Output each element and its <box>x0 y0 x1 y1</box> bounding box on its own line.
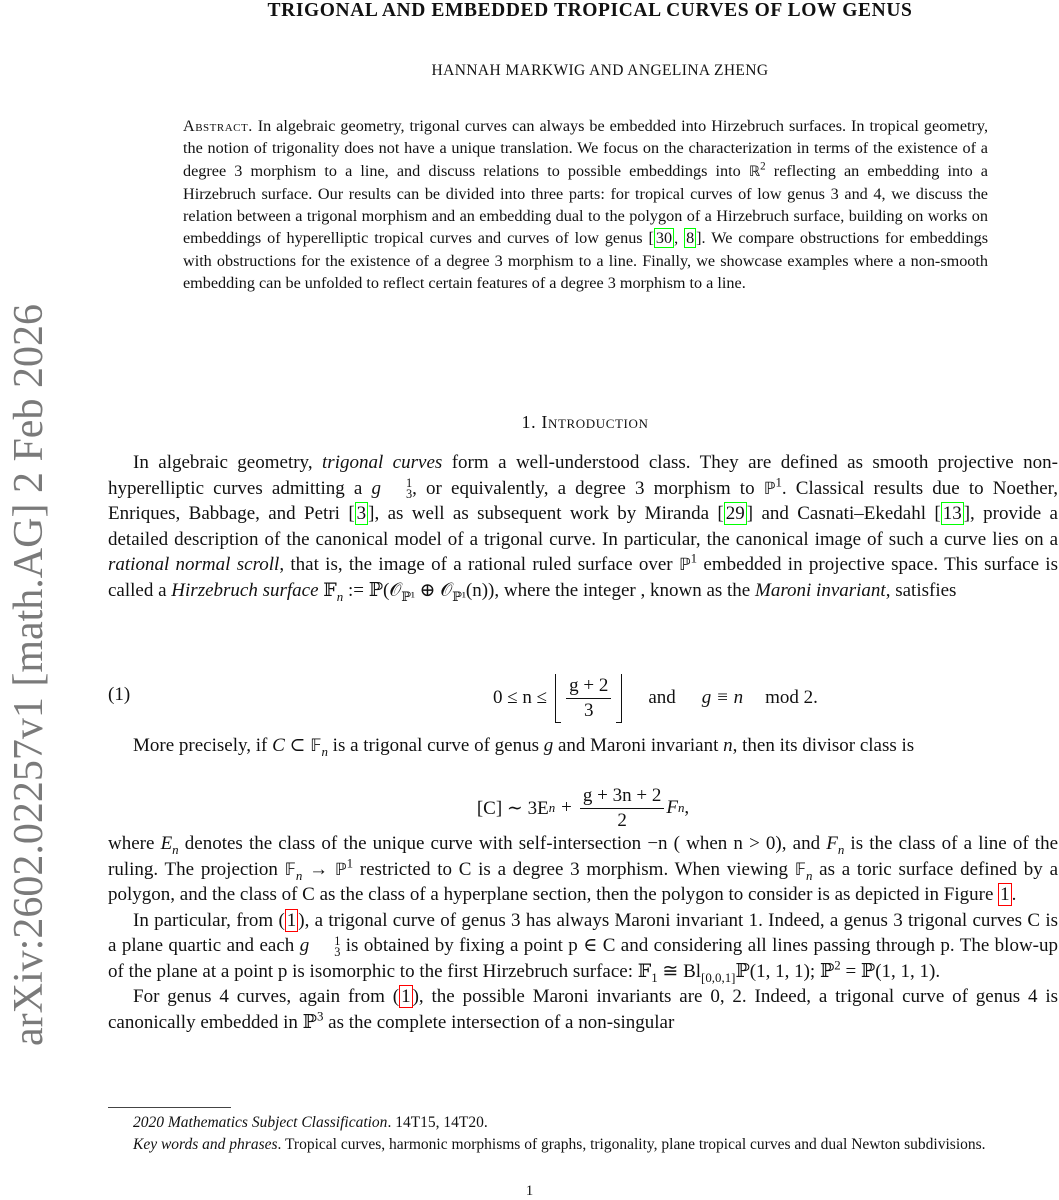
section-number: 1. <box>521 412 537 432</box>
text: ] and Casnati–Ekedahl [ <box>746 503 941 524</box>
math-F: 𝔽 <box>318 579 337 601</box>
section-heading-introduction <box>300 412 870 433</box>
denominator: 2 <box>617 809 627 831</box>
text: is obtained by fixing a point p ∈ C and considering all lines passing through p. The blow-up of the plane at a point p is isomorphic to the first Hirzebruch surface: 𝔽 <box>108 935 1059 982</box>
citation-link-8[interactable]: 8 <box>686 229 695 248</box>
text: as the complete intersection of a non-singular <box>323 1011 675 1033</box>
footnote-msc <box>108 1112 1058 1134</box>
citation-link-3[interactable]: 3 <box>356 503 367 524</box>
abstract-text: ]. We compare obstructions for embeddings with obstructions for the existence of a degree 3 morphism to a line. Finally, we showcase examples where a non-smooth embedding can be unfolded to reflect certain features of a degree 3 morphism to a line. <box>183 229 989 293</box>
math-text: := ℙ(𝒪 <box>343 579 402 601</box>
math-lhs: [C] ∼ 3E <box>476 797 549 819</box>
text: form a well-understood class. They are defined as smooth projective non-hyperelliptic curves admitting a <box>108 452 1058 499</box>
text: For genus 4 curves, again from ( <box>133 986 400 1007</box>
abstract-text: In algebraic geometry, trigonal curves can always be embedded into Hirzebruch surfaces. In tropical geometry, the notion of trigonality does not have a unique translation. We focus on the characterization in terms of the existence of a degree 3 morphism to a line, and discuss relations to possible embeddings into <box>183 117 988 180</box>
intro-paragraph-1: In algebraic geometry, trigonal curves form a well-understood class. They are defined as smooth projective non-hyperelliptic curves admitting a g 1 3 , or equivalently, a degree 3 morphism to ℙ$^1$. Classical results due to Noether, Enriques, Babbage, and Petri [ 3 ], as well as subsequent work by Miranda [ 29 ] and Casnati–Ekedahl [ 13 ], provide a detailed description of the canonical model of a trigonal curve. In particular, the canonical image of such a curve lies on a rational normal scroll, that is, the image of a rational ruled surface over ℙ$^1$ embedded in projective space. This surface is called a Hirzebruch surface 𝔽$_n$ := ℙ(𝒪$_{ℙ^1}$ ⊕ 𝒪$_{ℙ^1}$(n)), where the integer , known as the Maroni invariant, satisfies <box>108 452 1058 604</box>
text: = ℙ(1, 1, 1). <box>840 960 941 982</box>
equation-1 <box>108 670 1058 726</box>
emphasis-rational-normal-scroll: rational normal scroll <box>108 554 280 575</box>
equation-ref-link-1[interactable]: 1 <box>286 909 297 931</box>
text: is the class of a line of the ruling. The projection <box>108 833 1058 880</box>
math-text: (n)), where the integer <box>465 579 641 601</box>
text: ℙ(1, 1, 1); ℙ <box>735 960 835 982</box>
text: , or equivalently, a degree 3 morphism to <box>412 477 764 499</box>
text: is a trigonal curve of genus <box>327 735 544 756</box>
equation-number: (1) <box>108 684 131 705</box>
math-and: and <box>648 687 676 708</box>
abstract-text: reflecting an embedding into a Hirzebruch surface. Our results can be divided into three parts: for tropical curves of low genus 3 and 4, we discuss the relation between a trigonal morphism and an embedding dual to the polygon of a Hirzebruch surface, building on works on embeddings of hyperelliptic tropical curves and curves of low genus [ <box>183 161 988 248</box>
keywords-label: Key words and phrases <box>133 1136 278 1153</box>
text: embedded in projective space. This surface is called a <box>108 554 1058 601</box>
text: and Maroni invariant <box>553 735 724 756</box>
msc-value: . 14T15, 14T20. <box>387 1114 488 1131</box>
footnotes <box>108 1112 1058 1156</box>
citation-link-13[interactable]: 13 <box>942 503 962 524</box>
emphasis-maroni-invariant: Maroni invariant <box>755 579 886 601</box>
msc-label: 2020 Mathematics Subject Classification <box>133 1114 388 1131</box>
equation-ref-link-1[interactable]: 1 <box>401 986 411 1007</box>
floor-brackets <box>555 674 622 723</box>
citation-link-29[interactable]: 29 <box>725 503 745 524</box>
text: ], provide a detailed description of the canonical model of a trigonal curve. In particular, the canonical image of such a curve lies on a <box>108 503 1058 550</box>
text: , that is, the image of a rational ruled surface over <box>279 554 679 575</box>
text: ), a trigonal curve of genus 3 has always Maroni invariant 1. Indeed, a genus 3 trigonal curves C is a plane quartic and each <box>108 909 1058 956</box>
section-title-text: Introduction <box>541 412 649 432</box>
footnote-rule <box>108 1107 231 1108</box>
keywords-value: . Tropical curves, harmonic morphisms of graphs, trigonality, plane tropical curves and dual Newton subdivisions. <box>277 1136 986 1153</box>
math-R: ℝ <box>748 163 761 180</box>
math-rhs: g ≡ n <box>701 687 744 708</box>
text: . Classical results due to Noether, Enriques, Babbage, and Petri [ <box>108 477 1058 524</box>
text: , known as the <box>640 579 755 601</box>
math-text: ⊕ 𝒪 <box>414 579 453 601</box>
text: where <box>108 833 161 854</box>
footnote-keywords <box>108 1134 1058 1156</box>
text: ], as well as subsequent work by Miranda [ <box>368 503 724 524</box>
figure-ref-link-1[interactable]: 1 <box>1000 884 1010 905</box>
text: restricted to C is a degree 3 morphism. When viewing <box>353 858 795 880</box>
text: In algebraic geometry, <box>133 452 323 473</box>
denominator: 3 <box>583 699 594 721</box>
text: In particular, from ( <box>133 909 285 931</box>
text: , satisfies <box>885 579 957 601</box>
math-g: g <box>371 477 381 499</box>
math-rhs: F <box>666 797 678 818</box>
intro-paragraph-3: where $E_n$ denotes the class of the unique curve with self-intersection −n ( when n > 0), and $F_n$ is the class of a line of the ruling. The projection 𝔽$_n$ → ℙ$^1$ restricted to C is a degree 3 morphism. When viewing 𝔽$_n$ as a toric surface defined by a polygon, and the class of C as the class of a hyperplane section, then the polygon to consider is as depicted in Figure 1 . In particular, from ( 1 ), a trigonal curve of genus 3 has always Maroni invariant 1. Indeed, a genus 3 trigonal curves C is a plane quartic and each g 1 3 is obtained by fixing a point p ∈ C and considering all lines passing through p. The blow-up of the plane at a point p is isomorphic to the first Hirzebruch surface: 𝔽$_1$ ≅ $Bl_{[0,0,1]}ℙ(1$, 1, 1); ℙ$^2$ = ℙ(1, 1, 1). For genus 4 curves, again from ( 1 ), the possible Maroni invariants are 0, 2. Indeed, a trigonal curve of genus 4 is canonically embedded in ℙ$^3$ as the complete intersection of a non-singular <box>108 833 1059 1033</box>
emphasis-hirzebruch-surface: Hirzebruch surface <box>171 579 319 601</box>
text: ≅ Bl <box>657 960 702 982</box>
math-sup: 2 <box>760 160 766 173</box>
abstract-label: Abstract. <box>183 117 253 135</box>
emphasis-trigonal-curves: trigonal curves <box>322 452 443 473</box>
fraction <box>566 674 611 723</box>
abstract: Abstract. In algebraic geometry, trigonal curves can always be embedded into Hirzebruch surfaces. In tropical geometry, the notion of trigonality does not have a unique translation. We focus on the characterization in terms of the existence of a degree 3 morphism to a line, and discuss relations to possible embeddings into ℝ$^2$ reflecting an embedding into a Hirzebruch surface. Our results can be divided into three parts: for tropical curves of low genus 3 and 4, we discuss the relation between a trigonal morphism and an embedding dual to the polygon of a Hirzebruch surface, building on works on embeddings of hyperelliptic tropical curves and curves of low genus [ 30 , 8 ]. We compare obstructions for embeddings with obstructions for the existence of a degree 3 morphism to a line. Finally, we showcase examples where a non-smooth embedding can be unfolded to reflect certain features of a degree 3 morphism to a line. <box>183 117 989 293</box>
math-mod: mod 2. <box>765 687 818 708</box>
text: as a toric surface defined by a polygon, and the class of C as the class of a hyperplane section, then the polygon to consider is as depicted in Figure <box>108 858 1058 905</box>
text: . <box>1011 884 1017 905</box>
numerator: g + 3n + 2 <box>580 784 664 809</box>
citation-link-30[interactable]: 30 <box>655 229 673 248</box>
paper-title: TRIGONAL AND EMBEDDED TROPICAL CURVES OF LOW GENUS <box>267 0 913 21</box>
page-number: 1 <box>525 1183 534 1199</box>
text: More precisely, if <box>133 735 273 756</box>
text: ), the possible Maroni invariants are 0, 2. Indeed, a trigonal curve of genus 4 is canonically embedded in ℙ <box>108 986 1058 1033</box>
intro-paragraph-2: More precisely, if C ⊂ 𝔽$_n$ is a trigonal curve of genus g and Maroni invariant n, then its divisor class is <box>133 735 915 759</box>
numerator: g + 2 <box>566 674 611 699</box>
equation-divisor-class: [C] ∼ 3E n + $\frac{g + 3n + 2}{2}$ F n , <box>476 784 690 831</box>
text: , then its divisor class is <box>732 735 915 756</box>
fraction <box>580 784 664 833</box>
arxiv-identifier-stamp <box>4 175 54 1175</box>
equation-body <box>493 670 818 726</box>
paper-authors: HANNAH MARKWIG AND ANGELINA ZHENG <box>431 62 769 79</box>
arxiv-stamp-text: arXiv:2602.02257v1 [math.AG] 2 Feb 2026 <box>6 304 52 1046</box>
text: denotes the class of the unique curve with self-intersection −n ( when n > 0), and <box>178 833 827 854</box>
math-lhs: 0 ≤ n ≤ <box>493 687 548 708</box>
